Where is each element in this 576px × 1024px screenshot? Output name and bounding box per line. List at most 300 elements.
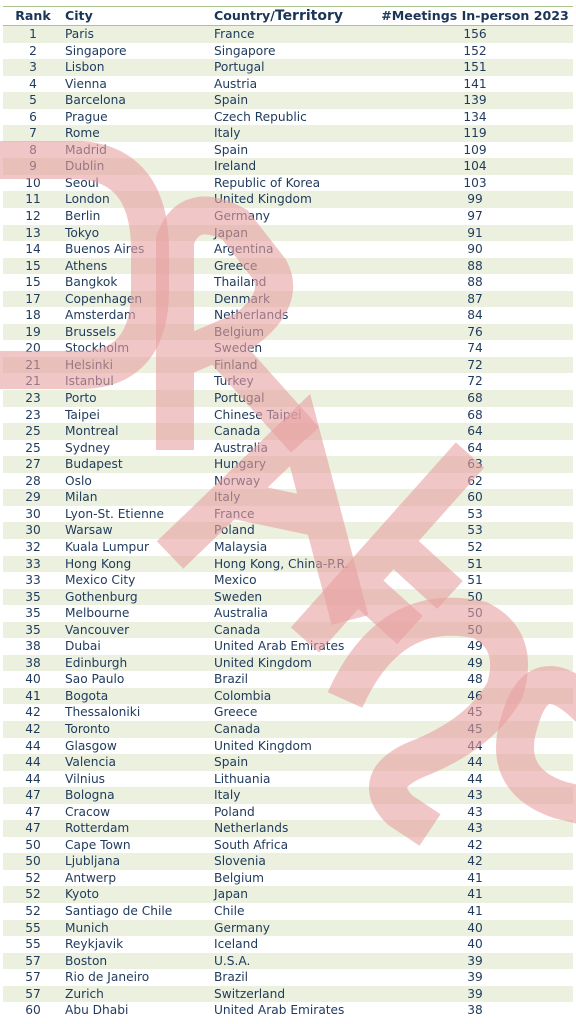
city-cell: Rome xyxy=(65,126,100,141)
country-cell: Belgium xyxy=(214,324,264,339)
meetings-cell: 44 xyxy=(467,738,483,753)
city-cell: Glasgow xyxy=(65,738,117,753)
table-row xyxy=(3,324,573,341)
rank-cell: 15 xyxy=(25,258,41,273)
rank-cell: 7 xyxy=(29,126,37,141)
meetings-cell: 119 xyxy=(463,126,487,141)
table-body xyxy=(3,26,573,1019)
table-row xyxy=(3,572,573,589)
table-row xyxy=(3,357,573,374)
city-cell: Rio de Janeiro xyxy=(65,970,150,985)
meetings-cell: 38 xyxy=(467,1003,483,1018)
city-cell: Berlin xyxy=(65,209,101,224)
country-cell: Austria xyxy=(214,76,258,91)
rank-cell: 2 xyxy=(29,43,37,58)
meetings-cell: 63 xyxy=(467,457,483,472)
country-cell: Switzerland xyxy=(214,986,286,1001)
meetings-cell: 50 xyxy=(467,622,483,637)
rank-cell: 29 xyxy=(25,490,41,505)
meetings-cell: 41 xyxy=(467,870,483,885)
meetings-cell: 49 xyxy=(467,639,483,654)
table-row xyxy=(3,390,573,407)
rank-cell: 6 xyxy=(29,109,37,124)
country-cell: Lithuania xyxy=(214,771,271,786)
city-cell: Helsinki xyxy=(65,357,113,372)
meetings-cell: 39 xyxy=(467,970,483,985)
rank-cell: 35 xyxy=(25,606,41,621)
city-cell: Buenos Aires xyxy=(65,242,145,257)
city-cell: Amsterdam xyxy=(65,308,136,323)
country-cell: United Arab Emirates xyxy=(214,1003,345,1018)
country-cell: Slovenia xyxy=(214,854,266,869)
city-cell: Reykjavik xyxy=(65,937,124,952)
table-row xyxy=(3,291,573,308)
rank-cell: 32 xyxy=(25,539,41,554)
table-row xyxy=(3,870,573,887)
city-cell: Taipei xyxy=(65,407,100,422)
meetings-cell: 139 xyxy=(463,93,487,108)
table-row xyxy=(3,407,573,424)
table-row xyxy=(3,241,573,258)
meetings-cell: 52 xyxy=(467,539,483,554)
country-cell: Poland xyxy=(214,804,255,819)
country-cell: Spain xyxy=(214,755,249,770)
table-row xyxy=(3,787,573,804)
country-cell: Turkey xyxy=(214,374,254,389)
meetings-cell: 141 xyxy=(463,76,487,91)
rank-cell: 19 xyxy=(25,324,41,339)
table-header xyxy=(3,6,573,26)
table-row xyxy=(3,738,573,755)
country-cell: Norway xyxy=(214,473,261,488)
country-cell: Italy xyxy=(214,788,241,803)
table-row xyxy=(3,986,573,1003)
city-cell: Montreal xyxy=(65,424,119,439)
city-cell: Bangkok xyxy=(65,275,118,290)
city-cell: Zurich xyxy=(65,986,104,1001)
city-cell: Barcelona xyxy=(65,93,126,108)
country-cell: Germany xyxy=(214,920,271,935)
rank-cell: 40 xyxy=(25,672,41,687)
table-row xyxy=(3,853,573,870)
meetings-cell: 68 xyxy=(467,391,483,406)
table-row xyxy=(3,258,573,275)
rank-cell: 12 xyxy=(25,209,41,224)
rank-cell: 52 xyxy=(25,903,41,918)
city-cell: Madrid xyxy=(65,142,107,157)
table-row xyxy=(3,556,573,573)
city-cell: Seoul xyxy=(65,175,99,190)
table-row xyxy=(3,456,573,473)
rank-cell: 41 xyxy=(25,688,41,703)
city-cell: Munich xyxy=(65,920,109,935)
meetings-cell: 43 xyxy=(467,821,483,836)
meetings-cell: 51 xyxy=(467,573,483,588)
meetings-cell: 53 xyxy=(467,506,483,521)
city-cell: Dublin xyxy=(65,159,105,174)
rank-cell: 55 xyxy=(25,920,41,935)
country-cell: Iceland xyxy=(214,937,259,952)
city-cell: Mexico City xyxy=(65,573,136,588)
table-row xyxy=(3,771,573,788)
country-cell: Australia xyxy=(214,440,268,455)
city-cell: Sydney xyxy=(65,440,111,455)
country-cell: Greece xyxy=(214,705,258,720)
country-cell: Portugal xyxy=(214,60,265,75)
city-cell: Milan xyxy=(65,490,98,505)
rank-cell: 20 xyxy=(25,341,41,356)
country-cell: Czech Republic xyxy=(214,109,307,124)
country-cell: France xyxy=(214,506,255,521)
meetings-cell: 68 xyxy=(467,407,483,422)
header-country-prefix: Country/ xyxy=(214,8,275,23)
rank-cell: 44 xyxy=(25,771,41,786)
meetings-cell: 99 xyxy=(467,192,483,207)
meetings-cell: 39 xyxy=(467,986,483,1001)
city-cell: Kyoto xyxy=(65,887,100,902)
rank-cell: 15 xyxy=(25,275,41,290)
city-cell: Copenhagen xyxy=(65,291,143,306)
city-cell: Kuala Lumpur xyxy=(65,539,149,554)
city-cell: Hong Kong xyxy=(65,556,132,571)
meetings-cell: 72 xyxy=(467,374,483,389)
country-cell: Republic of Korea xyxy=(214,175,321,190)
city-cell: Cape Town xyxy=(65,837,131,852)
country-cell: Hong Kong, China-P.R. xyxy=(214,556,349,571)
rank-cell: 30 xyxy=(25,523,41,538)
city-cell: Brussels xyxy=(65,324,117,339)
rank-cell: 4 xyxy=(29,76,37,91)
rank-cell: 21 xyxy=(25,374,41,389)
city-cell: Vilnius xyxy=(65,771,106,786)
meetings-cell: 103 xyxy=(463,175,487,190)
city-cell: London xyxy=(65,192,110,207)
table-row xyxy=(3,804,573,821)
table-row xyxy=(3,820,573,837)
rank-cell: 3 xyxy=(29,60,37,75)
country-cell: United Kingdom xyxy=(214,738,312,753)
country-cell: France xyxy=(214,27,255,41)
country-cell: Italy xyxy=(214,126,241,141)
meetings-cell: 152 xyxy=(463,43,487,58)
rank-cell: 52 xyxy=(25,887,41,902)
ranking-table xyxy=(3,6,573,1019)
country-cell: Netherlands xyxy=(214,308,289,323)
country-cell: Belgium xyxy=(214,870,264,885)
rank-cell: 44 xyxy=(25,738,41,753)
country-cell: Japan xyxy=(214,225,248,240)
table-row xyxy=(3,754,573,771)
table-row xyxy=(3,125,573,142)
rank-cell: 57 xyxy=(25,953,41,968)
city-cell: Warsaw xyxy=(65,523,113,538)
table-row xyxy=(3,109,573,126)
country-cell: Argentina xyxy=(214,242,274,257)
country-cell: Brazil xyxy=(214,970,249,985)
country-cell: Portugal xyxy=(214,391,265,406)
rank-cell: 42 xyxy=(25,705,41,720)
city-cell: Lisbon xyxy=(65,60,105,75)
city-cell: Tokyo xyxy=(65,225,100,240)
country-cell: Thailand xyxy=(214,275,267,290)
city-cell: Bologna xyxy=(65,788,115,803)
meetings-cell: 134 xyxy=(463,109,487,124)
city-cell: Vancouver xyxy=(65,622,130,637)
city-cell: Antwerp xyxy=(65,870,117,885)
city-cell: Boston xyxy=(65,953,108,968)
meetings-cell: 156 xyxy=(463,27,487,41)
table-row xyxy=(3,671,573,688)
rank-cell: 60 xyxy=(25,1003,41,1018)
rank-cell: 35 xyxy=(25,589,41,604)
rank-cell: 42 xyxy=(25,721,41,736)
city-cell: Vienna xyxy=(65,76,107,91)
country-cell: U.S.A. xyxy=(214,953,251,968)
meetings-cell: 45 xyxy=(467,721,483,736)
table-row xyxy=(3,589,573,606)
meetings-cell: 44 xyxy=(467,755,483,770)
rank-cell: 55 xyxy=(25,937,41,952)
meetings-cell: 41 xyxy=(467,903,483,918)
rank-cell: 47 xyxy=(25,821,41,836)
city-cell: Edinburgh xyxy=(65,655,128,670)
city-cell: Valencia xyxy=(65,755,117,770)
country-cell: Brazil xyxy=(214,672,249,687)
meetings-cell: 43 xyxy=(467,804,483,819)
city-cell: Thessaloniki xyxy=(65,705,141,720)
meetings-cell: 42 xyxy=(467,837,483,852)
city-cell: Paris xyxy=(65,27,95,41)
rank-cell: 25 xyxy=(25,424,41,439)
table-row xyxy=(3,522,573,539)
country-cell: Ireland xyxy=(214,159,257,174)
meetings-cell: 42 xyxy=(467,854,483,869)
meetings-cell: 76 xyxy=(467,324,483,339)
rank-cell: 17 xyxy=(25,291,41,306)
table-row xyxy=(3,92,573,109)
rank-cell: 57 xyxy=(25,970,41,985)
rank-cell: 25 xyxy=(25,440,41,455)
meetings-cell: 60 xyxy=(467,490,483,505)
table-row xyxy=(3,59,573,76)
city-cell: Rotterdam xyxy=(65,821,130,836)
meetings-cell: 90 xyxy=(467,242,483,257)
rank-cell: 47 xyxy=(25,788,41,803)
rank-cell: 44 xyxy=(25,755,41,770)
meetings-cell: 88 xyxy=(467,275,483,290)
meetings-cell: 84 xyxy=(467,308,483,323)
country-cell: Poland xyxy=(214,523,255,538)
city-cell: Melbourne xyxy=(65,606,130,621)
meetings-cell: 48 xyxy=(467,672,483,687)
rank-cell: 50 xyxy=(25,837,41,852)
rank-cell: 13 xyxy=(25,225,41,240)
country-cell: Greece xyxy=(214,258,258,273)
rank-cell: 50 xyxy=(25,854,41,869)
table-row xyxy=(3,506,573,523)
table-row xyxy=(3,903,573,920)
meetings-cell: 104 xyxy=(463,159,487,174)
city-cell: Gothenburg xyxy=(65,589,138,604)
meetings-cell: 51 xyxy=(467,556,483,571)
table-row xyxy=(3,920,573,937)
table-row xyxy=(3,274,573,291)
rank-cell: 21 xyxy=(25,357,41,372)
table-row xyxy=(3,307,573,324)
table-row xyxy=(3,423,573,440)
meetings-cell: 91 xyxy=(467,225,483,240)
city-cell: Santiago de Chile xyxy=(65,903,173,918)
header-country xyxy=(212,7,377,25)
country-cell: Malaysia xyxy=(214,539,268,554)
meetings-cell: 64 xyxy=(467,440,483,455)
table-row xyxy=(3,1002,573,1019)
country-cell: Sweden xyxy=(214,341,263,356)
table-row xyxy=(3,158,573,175)
country-cell: Chile xyxy=(214,903,245,918)
rank-cell: 38 xyxy=(25,655,41,670)
meetings-cell: 50 xyxy=(467,606,483,621)
table-row xyxy=(3,225,573,242)
rank-cell: 1 xyxy=(29,27,37,41)
table-row xyxy=(3,175,573,192)
country-cell: Canada xyxy=(214,622,261,637)
meetings-cell: 39 xyxy=(467,953,483,968)
rank-cell: 35 xyxy=(25,622,41,637)
table-row xyxy=(3,340,573,357)
meetings-cell: 40 xyxy=(467,937,483,952)
rank-cell: 11 xyxy=(25,192,41,207)
table-row xyxy=(3,655,573,672)
city-cell: Cracow xyxy=(65,804,111,819)
country-cell: United Kingdom xyxy=(214,655,312,670)
city-cell: Athens xyxy=(65,258,108,273)
meetings-cell: 46 xyxy=(467,688,483,703)
table-row xyxy=(3,473,573,490)
meetings-cell: 41 xyxy=(467,887,483,902)
table-row xyxy=(3,886,573,903)
city-cell: Prague xyxy=(65,109,108,124)
meetings-cell: 49 xyxy=(467,655,483,670)
header-city: City xyxy=(65,8,93,23)
table-row xyxy=(3,704,573,721)
rank-cell: 10 xyxy=(25,175,41,190)
rank-cell: 28 xyxy=(25,473,41,488)
meetings-cell: 97 xyxy=(467,209,483,224)
country-cell: Sweden xyxy=(214,589,263,604)
rank-cell: 47 xyxy=(25,804,41,819)
meetings-cell: 62 xyxy=(467,473,483,488)
country-cell: Finland xyxy=(214,357,258,372)
city-cell: Oslo xyxy=(65,473,92,488)
table-row xyxy=(3,622,573,639)
table-row xyxy=(3,638,573,655)
city-cell: Lyon-St. Etienne xyxy=(65,506,165,521)
rank-cell: 27 xyxy=(25,457,41,472)
meetings-cell: 74 xyxy=(467,341,483,356)
country-cell: Denmark xyxy=(214,291,271,306)
rank-cell: 52 xyxy=(25,870,41,885)
rank-cell: 18 xyxy=(25,308,41,323)
meetings-cell: 45 xyxy=(467,705,483,720)
country-cell: South Africa xyxy=(214,837,289,852)
city-cell: Ljubljana xyxy=(65,854,121,869)
table-row xyxy=(3,489,573,506)
country-cell: Germany xyxy=(214,209,271,224)
city-cell: Istanbul xyxy=(65,374,114,389)
table-row xyxy=(3,191,573,208)
city-cell: Bogota xyxy=(65,688,109,703)
rank-cell: 23 xyxy=(25,391,41,406)
meetings-cell: 50 xyxy=(467,589,483,604)
table-row xyxy=(3,142,573,159)
meetings-cell: 53 xyxy=(467,523,483,538)
table-row xyxy=(3,208,573,225)
meetings-cell: 43 xyxy=(467,788,483,803)
table-row xyxy=(3,837,573,854)
header-rank: Rank xyxy=(15,8,51,23)
table-row xyxy=(3,688,573,705)
country-cell: Netherlands xyxy=(214,821,289,836)
country-cell: Australia xyxy=(214,606,268,621)
rank-cell: 14 xyxy=(25,242,41,257)
city-cell: Porto xyxy=(65,391,97,406)
table-row xyxy=(3,539,573,556)
table-row xyxy=(3,76,573,93)
country-cell: Spain xyxy=(214,93,249,108)
city-cell: Toronto xyxy=(65,721,110,736)
header-meetings: #Meetings In-person 2023 xyxy=(381,8,569,23)
table-row xyxy=(3,440,573,457)
country-cell: Canada xyxy=(214,424,261,439)
city-cell: Sao Paulo xyxy=(65,672,125,687)
rank-cell: 38 xyxy=(25,639,41,654)
header-country-suffix: Territory xyxy=(274,8,344,24)
rank-cell: 8 xyxy=(29,142,37,157)
meetings-cell: 72 xyxy=(467,357,483,372)
city-cell: Stockholm xyxy=(65,341,130,356)
meetings-cell: 87 xyxy=(467,291,483,306)
city-cell: Dubai xyxy=(65,639,101,654)
country-cell: Spain xyxy=(214,142,249,157)
rank-cell: 23 xyxy=(25,407,41,422)
country-cell: Colombia xyxy=(214,688,272,703)
country-cell: Italy xyxy=(214,490,241,505)
city-cell: Singapore xyxy=(65,43,127,58)
city-cell: Abu Dhabi xyxy=(65,1003,129,1018)
table-row xyxy=(3,43,573,60)
rank-cell: 33 xyxy=(25,556,41,571)
meetings-cell: 40 xyxy=(467,920,483,935)
meetings-cell: 44 xyxy=(467,771,483,786)
table-row xyxy=(3,936,573,953)
rank-cell: 9 xyxy=(29,159,37,174)
country-cell: Hungary xyxy=(214,457,267,472)
city-cell: Budapest xyxy=(65,457,123,472)
table-row xyxy=(3,26,573,43)
table-row xyxy=(3,953,573,970)
meetings-cell: 151 xyxy=(463,60,487,75)
country-cell: United Kingdom xyxy=(214,192,312,207)
table-row xyxy=(3,373,573,390)
rank-cell: 57 xyxy=(25,986,41,1001)
country-cell: Mexico xyxy=(214,573,257,588)
rank-cell: 33 xyxy=(25,573,41,588)
meetings-cell: 88 xyxy=(467,258,483,273)
country-cell: Singapore xyxy=(214,43,276,58)
meetings-cell: 109 xyxy=(463,142,487,157)
rank-cell: 5 xyxy=(29,93,37,108)
